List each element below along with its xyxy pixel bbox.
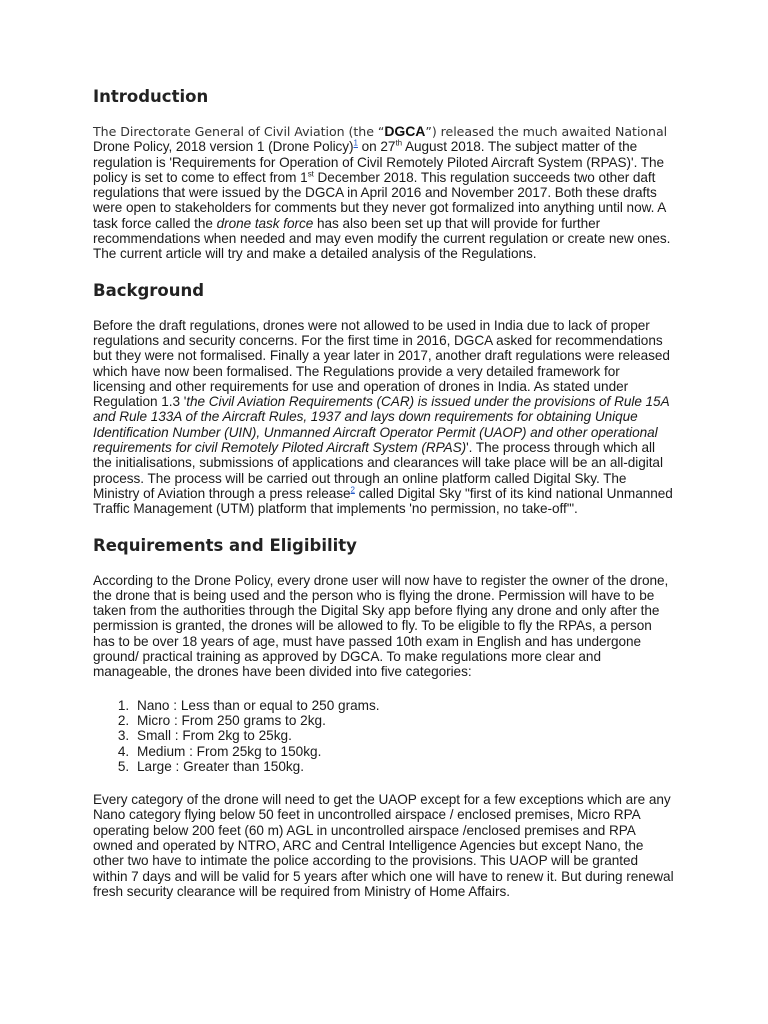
intro-text-b: ”) released the much awaited National bbox=[425, 124, 668, 139]
footnote-link-1[interactable]: 1 bbox=[353, 138, 358, 148]
intro-text-g: has also been set up that will provide for further recommendations when needed and may even modify the current regulation or create new ones. The current article will try and make a detailed analysis of the Regulations. bbox=[93, 215, 671, 262]
intro-text-a: The Directorate General of Civil Aviation (the “ bbox=[93, 124, 385, 139]
intro-text-d: on 27 bbox=[357, 139, 396, 155]
intro-text-e: August 2018. The subject matter of the regulation is 'Requirements for Operation of Civil Remotely Piloted Aircraft System (RPAS)'. The policy is set to come to effect from 1 bbox=[93, 139, 665, 185]
drone-task-force-term: drone task force bbox=[216, 215, 314, 231]
heading-introduction: Introduction bbox=[93, 87, 209, 106]
requirements-paragraph-1: According to the Drone Policy, every drone user will now have to register the owner of the drone, the drone that is being used and the person who is flying the drone. Permission will have to be taken from the authorities through the Digital Sky app before flying any drone and only after the permission is granted, the drones will be allowed to fly. To be eligible to fly the RPAs, a person has to be over 18 years of age, must have passed 10th exam in English and has undergone ground/ practical training as approved by DGCA. To make regulations more clear and manageable, the drones have been divided into five categories: bbox=[93, 572, 669, 680]
introduction-paragraph bbox=[93, 124, 675, 262]
superscript-th: th bbox=[395, 138, 403, 148]
drone-categories-list bbox=[93, 698, 675, 774]
list-item: 5. Large : Greater than 150kg. bbox=[133, 759, 675, 774]
background-text-b: '. The process through which all the initialisations, submissions of applications and clearances will take place will be an all-digital process. The process will be carried out through an online platform called Digital Sky. The Ministry of Aviation through a press release bbox=[93, 440, 663, 501]
footnote-link-2[interactable]: 2 bbox=[350, 485, 355, 495]
intro-text-c: Drone Policy, 2018 version 1 (Drone Policy) bbox=[93, 139, 354, 155]
background-quote: the Civil Aviation Requirements (CAR) is issued under the provisions of Rule 15A and Rule 133A of the Aircraft Rules, 1937 and lays down requirements for obtaining Unique Identification Number (UIN), Unmanned Aircraft Operator Permit (UAOP) and other operational requirements for civil Remotely Piloted Aircraft System (RPAS) bbox=[93, 394, 670, 456]
dgca-term: DGCA bbox=[384, 123, 426, 139]
intro-text-f: December 2018. This regulation succeeds two other daft regulations that were issued by the DGCA in April 2016 and November 2017. Both these drafts were open to stakeholders for comments but they never got formalized into anything until now. A task force called the bbox=[93, 169, 666, 231]
requirements-paragraph-2: Every category of the drone will need to get the UAOP except for a few exceptions which are any Nano category flying below 50 feet in uncontrolled airspace / enclosed premises, Micro RPA operating below 200 feet (60 m) AGL in uncontrolled airspace /enclosed premises and RPA owned and operated by NTRO, ARC and Central Intelligence Agencies but except Nano, the other two have to intimate the police according to the provisions. This UAOP will be granted within 7 days and will be valid for 5 years after which one will have to renew it. But during renewal fresh security clearance will be required from Ministry of Home Affairs. bbox=[93, 792, 674, 899]
list-item: 2. Micro : From 250 grams to 2kg. bbox=[133, 713, 675, 728]
superscript-st: st bbox=[307, 169, 314, 179]
background-text-c: called Digital Sky "first of its kind national Unmanned Traffic Management (UTM) platform that implements 'no permission, no take-off'". bbox=[93, 485, 673, 517]
list-item: 1. Nano : Less than or equal to 250 grams. bbox=[133, 698, 675, 713]
list-item: 3. Small : From 2kg to 25kg. bbox=[133, 728, 675, 743]
heading-background: Background bbox=[93, 280, 205, 300]
heading-requirements: Requirements and Eligibility bbox=[93, 535, 357, 555]
background-paragraph bbox=[93, 318, 675, 517]
list-item: 4. Medium : From 25kg to 150kg. bbox=[133, 744, 675, 759]
background-text-a: Before the draft regulations, drones were not allowed to be used in India due to lack of proper regulations and security concerns. For the first time in 2016, DGCA asked for recommendations but they were not formalised. Finally a year later in 2017, another draft regulations were released which have now been formalised. The Regulations provide a very detailed framework for licensing and other requirements for use and operation of drones in India. As stated under Regulation 1.3 ' bbox=[93, 317, 670, 410]
